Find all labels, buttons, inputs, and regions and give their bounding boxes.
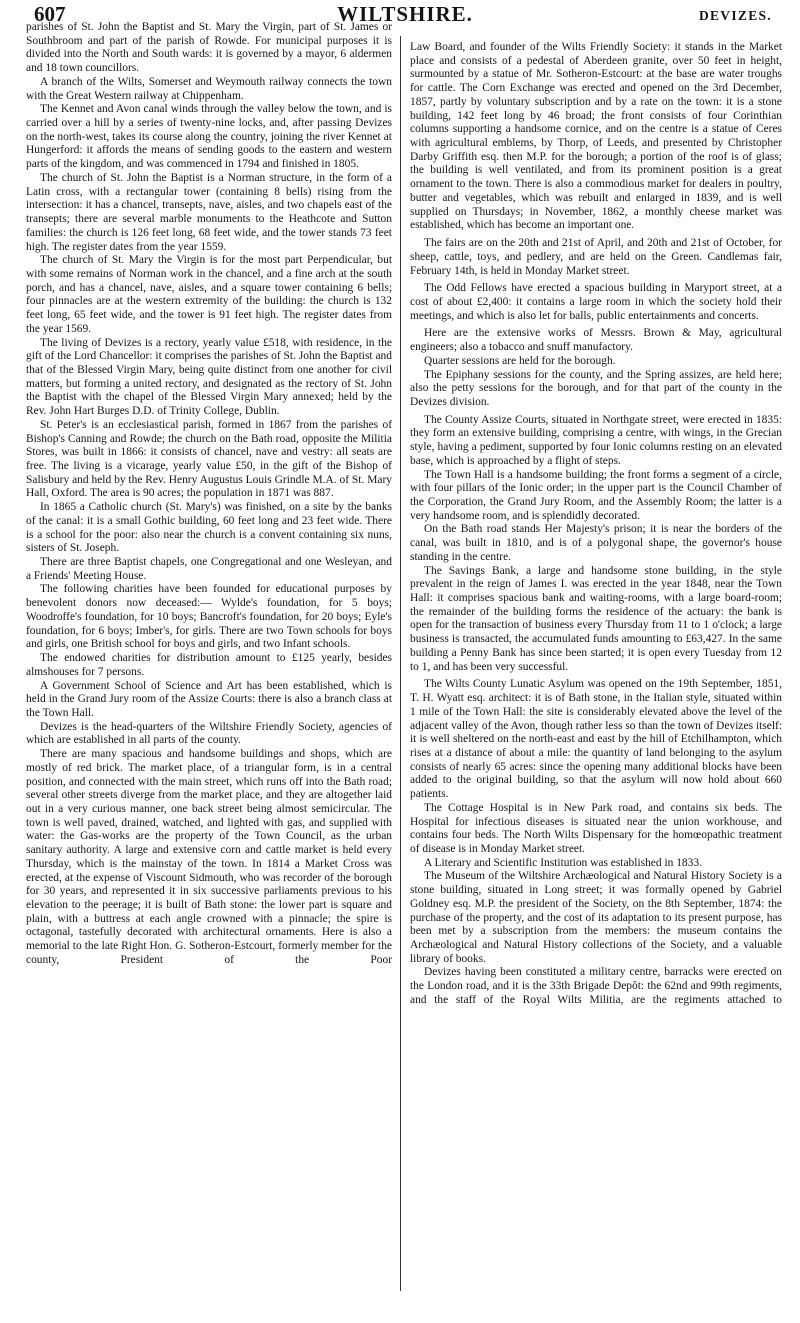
paragraph: parishes of St. John the Baptist and St. Mary the Virgin, part of St. James or Southbroom and part of the parish of Rowde. For municipal purposes it is divided into the North and South wards: it is governed by a mayor, 6 aldermen and 18 town councillors. bbox=[26, 21, 392, 75]
paragraph: There are many spacious and handsome buildings and shops, which are mostly of red brick. The market place, of a triangular form, is in a central position, and connected with the main street, which runs off into the Bath road; several other streets diverge from the market place, and they are altogether laid out in a very curious manner, one back street being almost semicircular. The town is well paved, drained, watched, and lighted with gas, and supplied with water: the Gas-works are the property of the Town Council, as the urban sanitary authority. A large and extensive corn and cattle market is held every Thursday, which is the mainstay of the town. In 1814 a Market Cross was erected, at the expense of Viscount Sidmouth, who was recorder of the borough for 30 years, and represented it in six successive parliaments previous to his elevation to the peerage; it is built of Bath stone: the lower part is square and plain, with a buttress at each angle crowned with a pinnacle; the spire is octagonal, tastefully decorated with architectural ornaments. Here is also a memorial to the late Right Hon. G. Sotheron-Estcourt, formerly member for the county, President of the Poor bbox=[26, 748, 392, 966]
paragraph: The fairs are on the 20th and 21st of April, and 20th and 21st of October, for sheep, cattle, toys, and pedlery, and are held on the Green. Candlemas fair, February 14th, is held in Monday Market street. bbox=[410, 237, 782, 277]
paragraph: The Epiphany sessions for the county, and the Spring assizes, are held here; also the petty sessions for the borough, and for that part of the county in the Devizes division. bbox=[410, 368, 782, 408]
paragraph: There are three Baptist chapels, one Congregational and one Wesleyan, and a Friends' Meeting House. bbox=[26, 556, 392, 582]
paragraph: The Savings Bank, a large and handsome stone building, in the style prevalent in the reign of James I. was erected in the year 1848, near the Town Hall: it comprises spacious bank and waiting-rooms, with a large board-room; the remainder of the building forms the residence of the actuary: the bank is open for the transaction of business every Thursday from 11 to 1 o'clock; a large business is transacted, the accumulated funds amounting to £63,427. In the same building a Penny Bank has since been started; it is open every Tuesday from 12 to 1, and has been very successful. bbox=[410, 564, 782, 673]
paragraph: Quarter sessions are held for the borough. bbox=[424, 354, 616, 367]
paragraph: The Museum of the Wiltshire Archæological and Natural History Society is a stone building, situated in Long street; it was formally opened by Gabriel Goldney esq. M.P. the president of the Society, on the 8th September, 1874: the purchase of the property, and the cost of its adaptation to its present purpose, has been met by a subscription from the members: the museum contains the Archæological and Natural History collections of the Society, and a valuable library of books. bbox=[410, 870, 782, 965]
running-title: WILTSHIRE. bbox=[337, 2, 473, 26]
paragraph: Law Board, and founder of the Wilts Friendly Society: it stands in the Market place and consists of a pedestal of Aberdeen granite, over 50 feet in height, surmounted by a statue of Mr. Sotheron-Estcourt: at the base are water troughs for cattle. The Corn Exchange was erected and opened on the 3rd December, 1857, partly by voluntary subscription and by a rate on the town: it is a stone building, 142 feet long by 46 broad; the front consists of four Corinthian columns supporting a handsome cornice, and on the centre is a statue of Ceres with agricultural emblems, by Thorp, of Leeds, and presented by Christopher Darby Griffith esq. then M.P. for the borough; a portion of the roof is of glass; the building is well ventilated, and from its prominent position is a great ornament to the town. There is also a commodious market for dealers in poultry, butter and vegetables, which was rebuilt and enlarged in 1839, and is well supplied on Thursdays; in November, 1862, a monthly cheese market was established, which has become an important one. bbox=[410, 41, 782, 232]
paragraph: The following charities have been founded for educational purposes by benevolent donors now deceased:— Wylde's foundation, for 5 boys; Woodroffe's foundation, for 10 boys; Bancroft's foundation, for 20 boys; Eyle's foundation, for 6 boys; Imber's, for girls. There are two Town schools for boys and girls, one British school for boys and girls, and two Infant schools. bbox=[26, 583, 392, 651]
column-divider bbox=[400, 36, 401, 1291]
right-column bbox=[410, 41, 782, 1008]
paragraph: The Wilts County Lunatic Asylum was opened on the 19th September, 1851, T. H. Wyatt esq. architect: it is of Bath stone, in the Italian style, situated within 1 mile of the Town Hall: the site is considerably elevated above the level of the adjacent valley of the Avon, though rather less so than the town of Devizes itself: it is well sheltered on the north-east and east by the hill of Etchilhampton, which rises at a distance of about a mile: the quantity of land belonging to the asylum consists of nearly 65 acres: since the opening many additional blocks have been added to the original building, so that the asylum will now hold about 660 patients. bbox=[410, 678, 782, 801]
paragraph: The Cottage Hospital is in New Park road, and contains six beds. The Hospital for infectious diseases is situated near the union workhouse, and contains four beds. The North Wilts Dispensary for the homœopathic treatment of disease is in Monday Market street. bbox=[410, 801, 782, 855]
paragraph: On the Bath road stands Her Majesty's prison; it is near the borders of the canal, was built in 1810, and is of a polygonal shape, the governor's house standing in the centre. bbox=[410, 523, 782, 563]
paragraph: The Kennet and Avon canal winds through the valley below the town, and is carried over a hill by a series of twenty-nine locks, and, after passing Devizes on the north-west, takes its course along the country, joining the river Kennet at Hungerford: it affords the means of sending goods to the eastern and western parts of the kingdom, and was commenced in 1794 and finished in 1805. bbox=[26, 103, 392, 171]
left-column bbox=[26, 21, 392, 968]
paragraph: Devizes is the head-quarters of the Wiltshire Friendly Society, agencies of which are established in all parts of the county. bbox=[26, 720, 392, 747]
page-number: 607 bbox=[34, 2, 66, 26]
paragraph: A Government School of Science and Art has been established, which is held in the Grand Jury room of the Assize Courts: there is also a branch class at the Town Hall. bbox=[26, 679, 392, 719]
paragraph: The Odd Fellows have erected a spacious building in Maryport street, at a cost of about £2,400: it contains a large room in which the society hold their meetings, and which is also let for balls, public entertainments and concerts. bbox=[410, 282, 782, 322]
paragraph: The County Assize Courts, situated in Northgate street, were erected in 1835: they form an extensive building, comprising a centre, with wings, in the Grecian style, having a pediment, supported by four Ionic columns resting on an elevated base, which is approached by a flight of steps. bbox=[410, 413, 782, 467]
paragraph: The Town Hall is a handsome building; the front forms a segment of a circle, with four pillars of the Ionic order; in the upper part is the Council Chamber of the Corporation, the Grand Jury Room, and the Assembly Room; the latter is a very handsome room, and is splendidly decorated. bbox=[410, 468, 782, 522]
paragraph: A branch of the Wilts, Somerset and Weymouth railway connects the town with the Great Western railway at Chippenham. bbox=[26, 75, 392, 102]
section-heading: DEVIZES. bbox=[698, 8, 772, 23]
paragraph: Devizes having been constituted a military centre, barracks were erected on the London road, and it is the 33th Brigade Depôt: the 62nd and 99th regiments, and the staff of the Royal Wilts Militia, are the regiments attached to bbox=[410, 966, 782, 1006]
paragraph: St. Peter's is an ecclesiastical parish, formed in 1867 from the parishes of Bishop's Canning and Rowde; the church on the Bath road, opposite the Militia Stores, was built in 1866: it consists of chancel, nave and vestry: all seats are free. The living is a vicarage, yearly value £50, in the gift of the Bishop of Salisbury and held by the Rev. Henry Augustus Louis Grindle M.A. of St. Mary Hall, Oxford. The area is 90 acres; the population in 1871 was 887. bbox=[26, 418, 392, 500]
paragraph: The endowed charities for distribution amount to £125 yearly, besides almshouses for 7 persons. bbox=[26, 652, 392, 678]
paragraph: A Literary and Scientific Institution was established in 1833. bbox=[424, 856, 702, 869]
paragraph: The living of Devizes is a rectory, yearly value £518, with residence, in the gift of the Lord Chancellor: it comprises the parishes of St. John the Baptist and that of the Blessed Virgin Mary, being quite distinct from one another for civil matters, but forming a united rectory, and designated as the rectory of St. John the Baptist with the chapel of the Blessed Virgin Mary annexed; held by the Rev. John Hart Burges D.D. of Trinity College, Dublin. bbox=[26, 336, 392, 418]
paragraph: The church of St. Mary the Virgin is for the most part Perpendicular, but with some remains of Norman work in the chancel, and a fine arch at the south porch, and has a chancel, nave, aisles, and a square tower containing 6 bells; four pinnacles are at the western extremity of the building: the church is 132 feet long, 65 feet wide, and the tower is 91 feet high. The register dates from the year 1569. bbox=[26, 254, 392, 335]
paragraph: In 1865 a Catholic church (St. Mary's) was finished, on a site by the banks of the canal: it is a small Gothic building, 60 feet long and 23 feet wide. There is a school for the poor: also near the church is a convent containing six nuns, sisters of St. Joseph. bbox=[26, 501, 392, 555]
paragraph: The church of St. John the Baptist is a Norman structure, in the form of a Latin cross, with a rectangular tower (containing 8 bells) rising from the intersection: it has a chancel, transepts, nave, aisles, and two chapels east of the transepts; there are several marble monuments to the Heathcote and Sutton families: the church is 126 feet long, 68 feet wide, and the tower stands 73 feet high. The register dates from the year 1559. bbox=[26, 171, 392, 253]
paragraph: Here are the extensive works of Messrs. Brown & May, agricultural engineers; also a tobacco and snuff manufactory. bbox=[410, 327, 782, 354]
